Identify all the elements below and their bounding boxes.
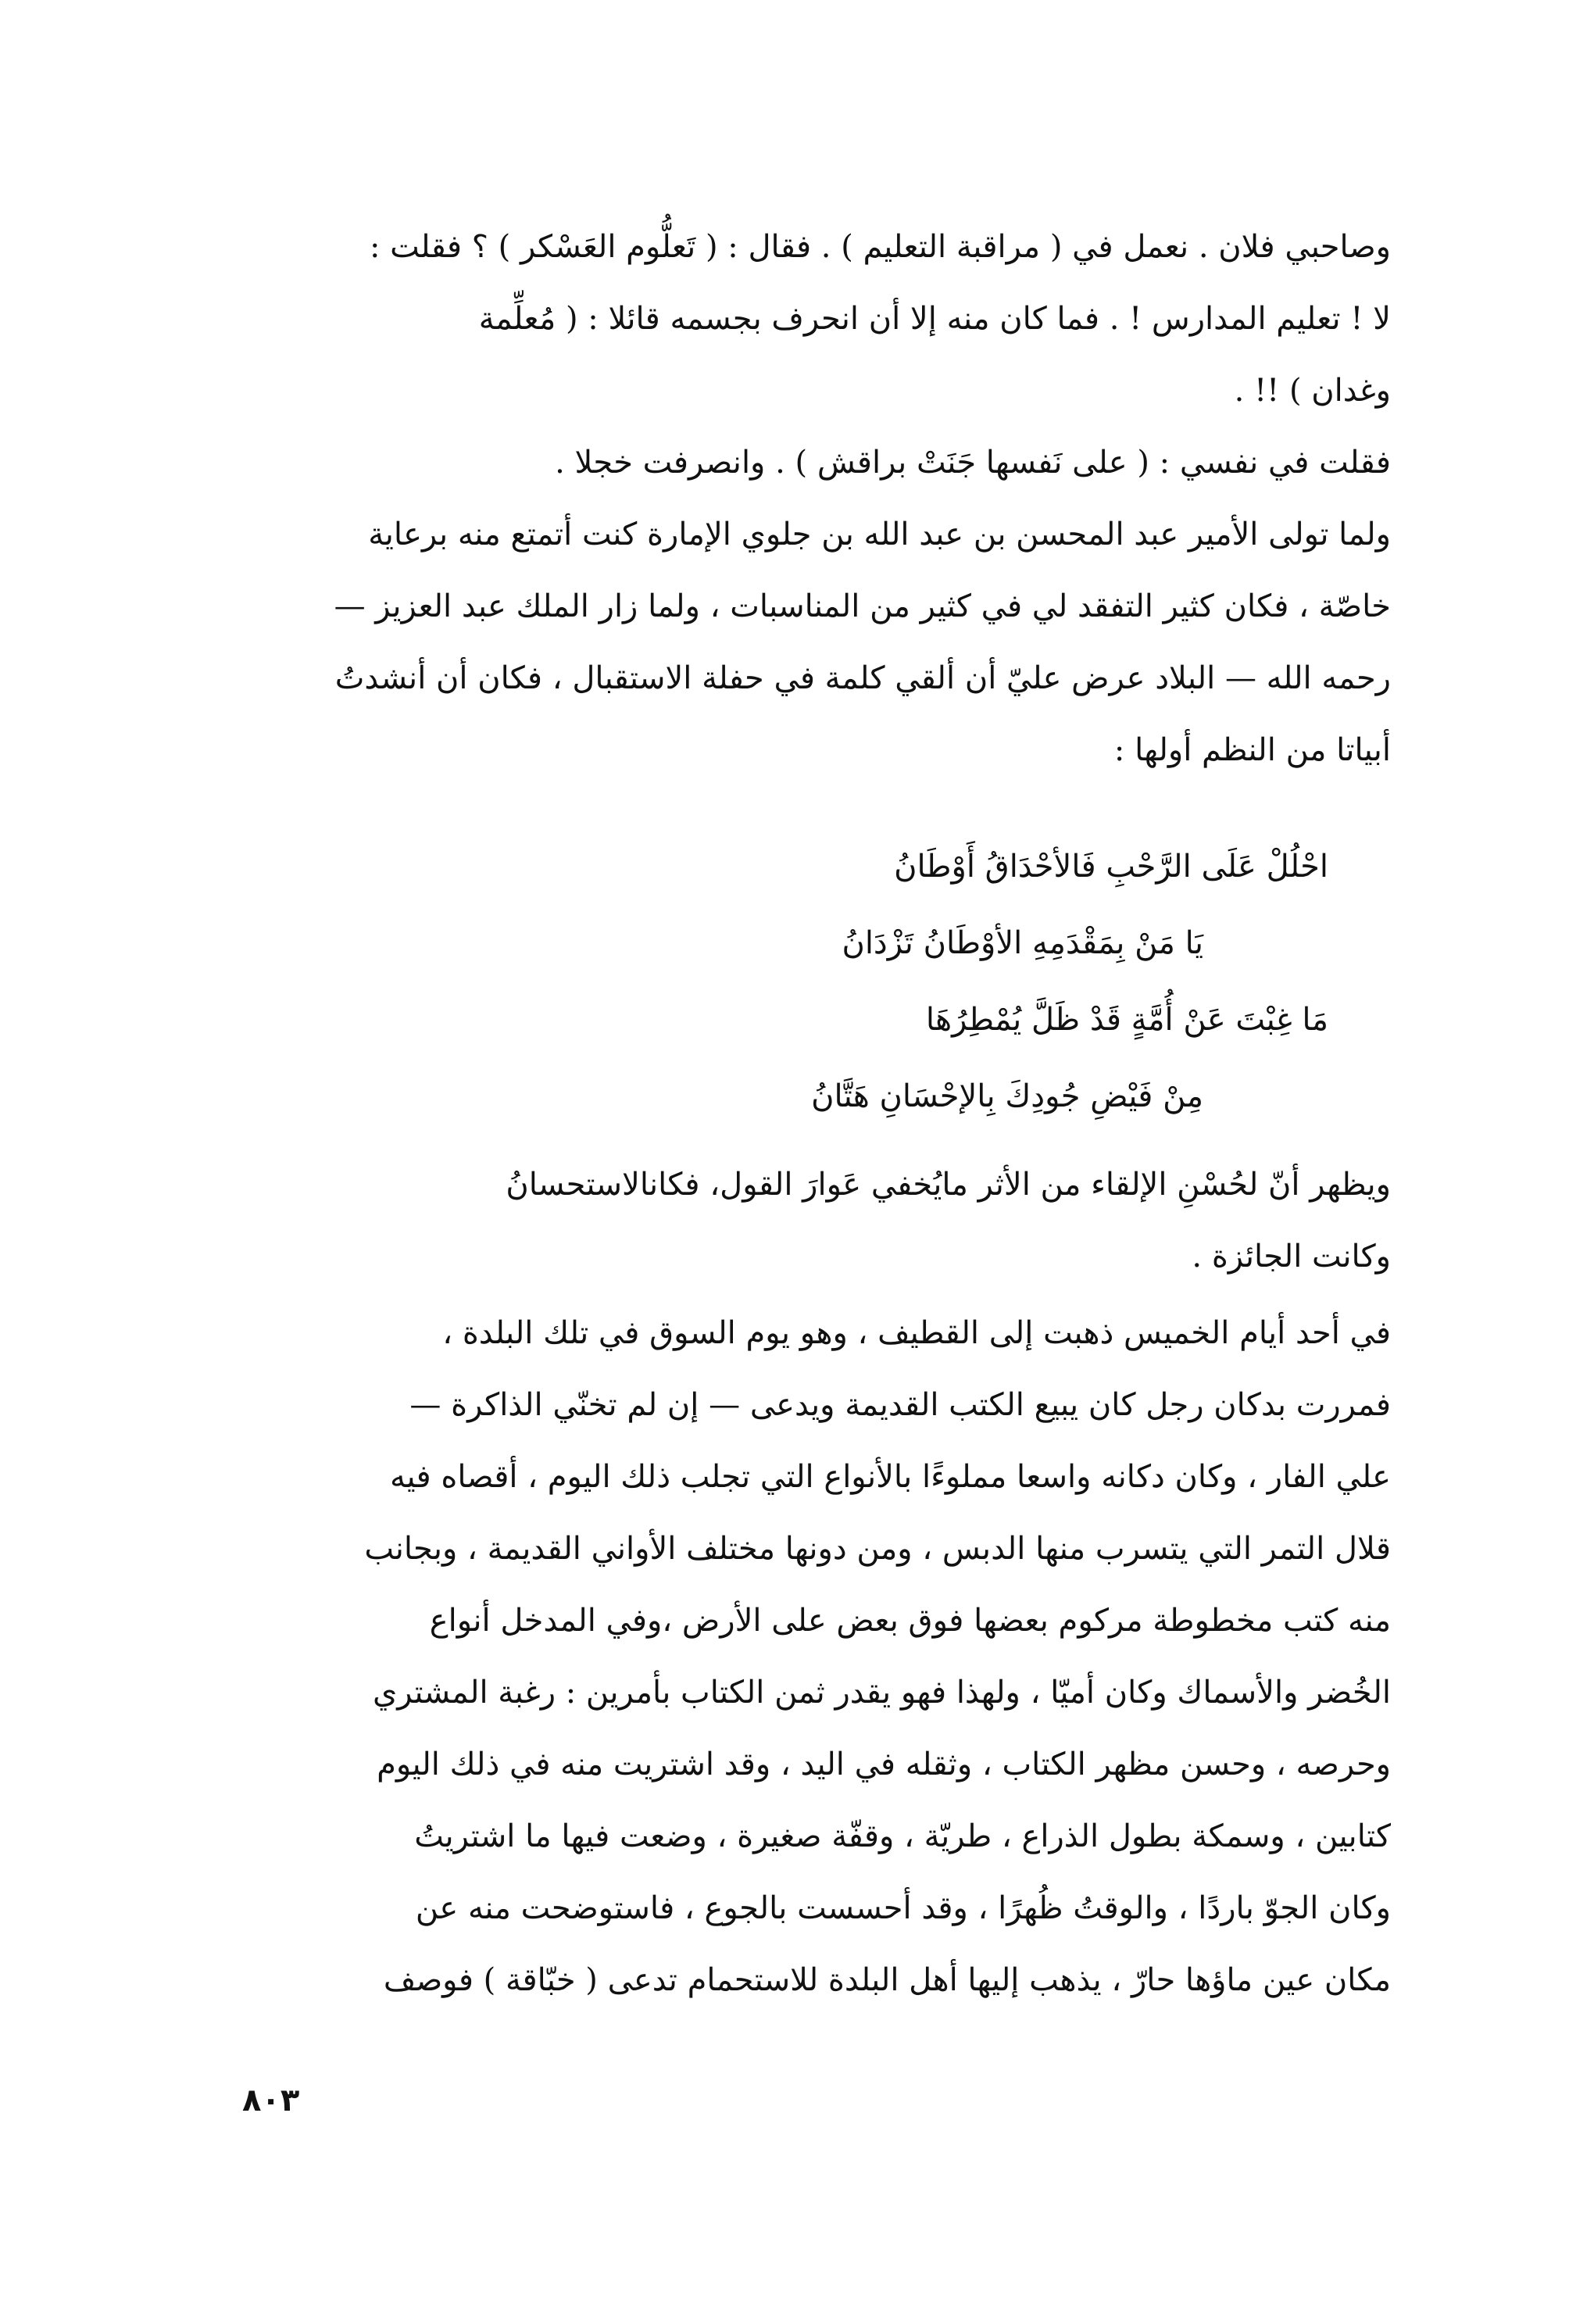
poem-line: احْلُلْ عَلَى الرَّحْبِ فَالأحْدَاقُ أَوْطَانُ bbox=[894, 849, 1328, 885]
text-line: كتابين ، وسمكة بطول الذراع ، طريّة ، وقفّة صغيرة ، وضعت فيها ما اشتريتُ bbox=[414, 1818, 1391, 1854]
paragraph-last bbox=[188, 1297, 1391, 2016]
text-line: أبياتا من النظم أولها : bbox=[1113, 732, 1391, 768]
text-line: وصاحبي فلان . نعمل في ( مراقبة التعليم ) . فقال : ( تَعلُّوم العَسْكر ) ؟ فقلت : bbox=[369, 229, 1391, 265]
text-line: قلال التمر التي يتسرب منها الدبس ، ومن دونها مختلف الأواني القديمة ، وبجانب bbox=[364, 1531, 1391, 1567]
text-line: في أحد أيام الخميس ذهبت إلى القطيف ، وهو يوم السوق في تلك البلدة ، bbox=[442, 1315, 1391, 1351]
paragraph-bottom bbox=[188, 1149, 1391, 1293]
text-line: خاصّة ، فكان كثير التفقد لي في كثير من المناسبات ، ولما زار الملك عبد العزيز — bbox=[334, 588, 1391, 624]
text-line: وحرصه ، وحسن مظهر الكتاب ، وثقله في اليد ، وقد اشتريت منه في ذلك اليوم bbox=[377, 1747, 1391, 1782]
text-line: ويظهر أنّ لحُسْنِ الإلقاء من الأثر مايُخفي عَوارَ القول، فكانالاستحسانُ bbox=[506, 1167, 1391, 1203]
poem-block bbox=[188, 828, 1391, 1135]
poem-line: يَا مَنْ بِمَقْدَمِهِ الأوْطَانُ تَزْدَانُ bbox=[842, 925, 1203, 961]
poem-line: مِنْ فَيْضِ جُودِكَ بِالإحْسَانِ هَتَّانُ bbox=[811, 1078, 1203, 1114]
text-line: وكان الجوّ باردًا ، والوقتُ ظُهرًا ، وقد أحسست بالجوع ، فاستوضحت منه عن bbox=[415, 1890, 1391, 1926]
page-number: ٨٠٣ bbox=[242, 2083, 300, 2118]
poem-line: مَا غِبْتَ عَنْ أُمَّةٍ قَدْ ظَلَّ يُمْطِرُهَا bbox=[925, 1002, 1328, 1038]
text-line: الخُضر والأسماك وكان أميّا ، ولهذا فهو يقدر ثمن الكتاب بأمرين : رغبة المشتري bbox=[373, 1675, 1391, 1711]
text-line: علي الفار ، وكان دكانه واسعا مملوءًا بالأنواع التي تجلب ذلك اليوم ، أقصاه فيه bbox=[390, 1459, 1391, 1495]
text-line: فقلت في نفسي : ( على نَفسها جَنَتْ براقش ) . وانصرفت خجلا . bbox=[555, 445, 1391, 481]
text-line: وغدان ) !! . bbox=[1234, 373, 1391, 409]
text-line: وكانت الجائزة . bbox=[1192, 1239, 1391, 1275]
text-line: ولما تولى الأمير عبد المحسن بن عبد الله بن جلوي الإمارة كنت أتمتع منه برعاية bbox=[368, 517, 1391, 552]
text-line: رحمه الله — البلاد عرض عليّ أن ألقي كلمة في حفلة الاستقبال ، فكان أن أنشدتُ bbox=[334, 660, 1391, 696]
text-line: مكان عين ماؤها حارّ ، يذهب إليها أهل البلدة للاستحمام تدعى ( خبّاقة ) فوصف bbox=[383, 1962, 1391, 1998]
text-line: منه كتب مخطوطة مركوم بعضها فوق بعض على الأرض ،وفي المدخل أنواع bbox=[429, 1603, 1391, 1639]
paragraph-top bbox=[188, 211, 1391, 786]
text-line: فمررت بدكان رجل كان يبيع الكتب القديمة ويدعى — إن لم تخنّي الذاكرة — bbox=[409, 1387, 1391, 1423]
text-line: لا ! تعليم المدارس ! . فما كان منه إلا أن انحرف بجسمه قائلا : ( مُعلِّمة bbox=[478, 301, 1391, 337]
